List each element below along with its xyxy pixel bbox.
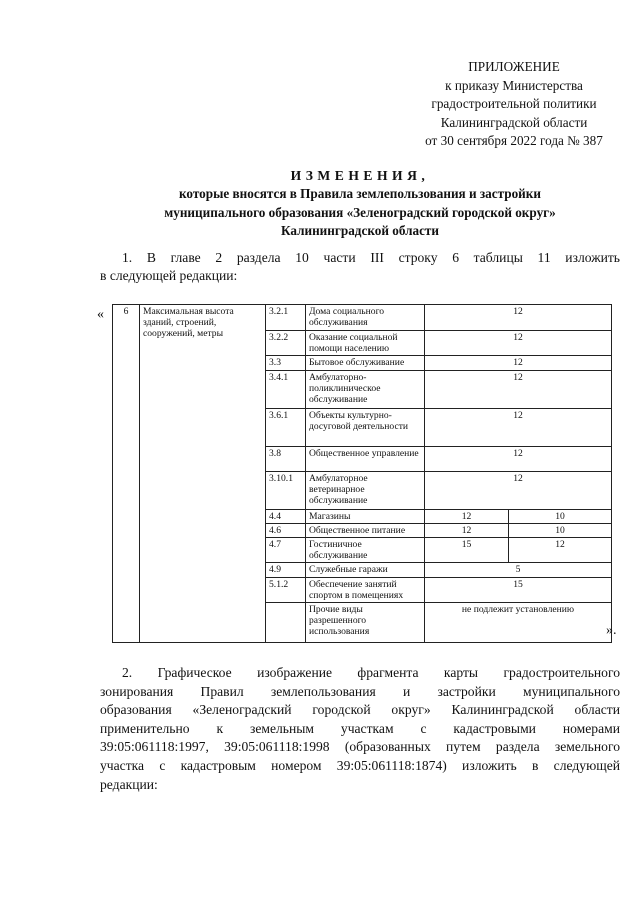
use-name-cell: Общественное питание	[306, 523, 425, 537]
height-value-cell: 12	[425, 305, 612, 331]
section2-text	[100, 664, 620, 794]
use-name-cell: Служебные гаражи	[306, 563, 425, 577]
use-name-cell: Общественное управление	[306, 446, 425, 471]
heading-line: Калининградской области	[280, 223, 440, 239]
use-code-cell: 3.3	[266, 356, 306, 370]
section2-line: редакции:	[100, 776, 158, 792]
height-value-cell: 12	[425, 331, 612, 356]
use-code-cell: 4.7	[266, 538, 306, 563]
section2-line: 2. Графическое изображение фрагмента карты градостроительного	[122, 665, 620, 680]
section2-line: зонирования Правил землепользования и застройки муниципального	[100, 683, 620, 699]
height-value-cell: 15	[425, 538, 509, 563]
use-code-cell: 3.2.2	[266, 331, 306, 356]
height-value-cell: 12	[425, 471, 612, 509]
use-code-cell: 3.10.1	[266, 471, 306, 509]
heading-line: муниципального образования «Зеленоградский городской округ»	[164, 204, 556, 220]
use-name-cell: Оказание социальной помощи населению	[306, 331, 425, 356]
height-value-cell: 10	[509, 523, 612, 537]
height-value-cell: 12	[509, 538, 612, 563]
height-value-cell: не подлежит установлению	[425, 603, 612, 643]
appendix-block	[398, 58, 630, 151]
use-code-cell: 3.8	[266, 446, 306, 471]
table-row	[113, 305, 612, 331]
use-code-cell: 4.4	[266, 509, 306, 523]
use-name-cell: Магазины	[306, 509, 425, 523]
appendix-title: ПРИЛОЖЕНИЕ	[468, 59, 560, 74]
section2-line: применительно к земельным участкам с кадастровыми номерами	[100, 720, 620, 736]
row-title-cell: Максимальная высота зданий, строений, сооружений, метры	[140, 305, 266, 643]
height-table	[112, 304, 612, 643]
section1-text	[100, 249, 620, 304]
height-value-cell: 5	[425, 563, 612, 577]
appendix-line: градостроительной политики	[431, 96, 597, 112]
use-name-cell: Гостиничное обслуживание	[306, 538, 425, 563]
use-name-cell: Прочие виды разрешенного использования	[306, 603, 425, 643]
heading-title: ИЗМЕНЕНИЯ,	[290, 168, 430, 183]
section2-line: образования «Зеленоградский городской округ» Калининградской области	[100, 702, 620, 718]
use-code-cell: 3.2.1	[266, 305, 306, 331]
section1-line1: 1. В главе 2 раздела 10 части III строку 6 таблицы 11 изложить	[122, 250, 620, 265]
height-value-cell: 12	[425, 446, 612, 471]
use-name-cell: Дома социального обслуживания	[306, 305, 425, 331]
use-name-cell: Амбулаторное ветеринарное обслуживание	[306, 471, 425, 509]
appendix-date: от 30 сентября 2022 года № 387	[425, 133, 603, 149]
height-value-cell: 10	[509, 509, 612, 523]
use-code-cell: 3.4.1	[266, 370, 306, 408]
section1-line2: в следующей редакции:	[100, 268, 238, 284]
use-name-cell: Обеспечение занятий спортом в помещениях	[306, 577, 425, 602]
heading-line: которые вносятся в Правила землепользования и застройки	[179, 186, 541, 202]
quote-close: ».	[606, 623, 617, 638]
appendix-line: Калининградской области	[440, 114, 588, 130]
use-code-cell: 3.6.1	[266, 408, 306, 446]
height-value-cell: 12	[425, 370, 612, 408]
use-name-cell: Объекты культурно-досуговой деятельности	[306, 408, 425, 446]
use-code-cell: 5.1.2	[266, 577, 306, 602]
quote-open: «	[97, 307, 104, 322]
height-value-cell: 15	[425, 577, 612, 602]
appendix-line: к приказу Министерства	[445, 77, 583, 93]
document-heading	[90, 167, 630, 241]
height-value-cell: 12	[425, 356, 612, 370]
section2-line: 39:05:061118:1997, 39:05:061118:1998 (образованных путем раздела земельного	[100, 739, 620, 755]
height-value-cell: 12	[425, 523, 509, 537]
height-value-cell: 12	[425, 509, 509, 523]
height-value-cell: 12	[425, 408, 612, 446]
row-number-cell: 6	[113, 305, 140, 643]
use-code-cell	[266, 603, 306, 643]
use-code-cell: 4.6	[266, 523, 306, 537]
use-name-cell: Амбулаторно-поликлиническое обслуживание	[306, 370, 425, 408]
use-code-cell: 4.9	[266, 563, 306, 577]
section2-line: участка с кадастровым номером 39:05:061118:1874) изложить в следующей	[100, 757, 620, 773]
use-name-cell: Бытовое обслуживание	[306, 356, 425, 370]
